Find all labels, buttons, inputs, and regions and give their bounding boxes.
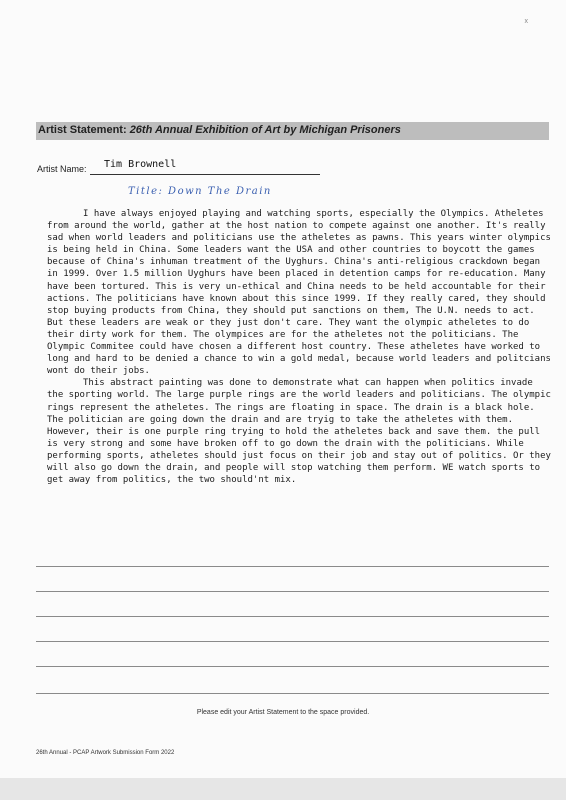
artist-name-label: Artist Name: <box>37 164 87 174</box>
statement-paragraph-2: This abstract painting was done to demonstrate what can happen when politics invade the sporting world. The large purple rings are the world leaders and politicians. The olympic rings represent the atheletes. The rings are floating in space. The drain is a black hole. The politician are going down the drain and are tryig to take the atheletes with them. However, their is one purple ring trying to hold the atheletes back and save them. the pull is very strong and some have broken off to go down the drain with the politicians. While performing sports, atheletes should just focus on their job and stay out of politics. Or they will also go down the drain, and people will stop watching them perform. WE watch sports to get away from politics, the two should'nt mix. <box>47 378 551 486</box>
blank-line <box>36 641 549 642</box>
header-title: 26th Annual Exhibition of Art by Michigan Prisoners <box>129 124 401 136</box>
blank-line <box>36 616 549 617</box>
statement-body <box>47 208 552 486</box>
footer-note: Please edit your Artist Statement to the space provided. <box>196 709 370 716</box>
header-prefix: Artist Statement: <box>38 124 127 136</box>
blank-line <box>36 693 549 694</box>
blank-line <box>36 591 549 592</box>
artist-name-underline <box>90 174 320 175</box>
form-id: 26th Annual - PCAP Artwork Submission Form 2022 <box>36 750 175 756</box>
artist-name-value: Tim Brownell <box>104 159 177 170</box>
handwritten-title: Title: Down The Drain <box>128 186 272 197</box>
statement-paragraph-1: I have always enjoyed playing and watching sports, especially the Olympics. Atheletes from around the world, gather at the host nation to compete against one another. It's really sad when world leaders and politicians use the atheletes as pawns. This years winter olympics is being held in China. Some leaders want the USA and other countries to boycott the games because of China's inhuman treatment of the Uyghurs. China's anti-religious crackdown began in 1999. Over 1.5 million Uyghurs have been placed in detention camps for re-education. Many have been tortured. This is very un-ethical and China needs to be held accountable for their actions. The politicians have known about this since 1999. If they really cared, they should stop buying products from China, they should put sanctions on them, The U.N. needs to act. But these leaders are weak or they just don't care. They want the olympic atheletes to do their dirty work for them. The olympices are for the atheletes not the politicians. The Olympic Commitee could have chosen a different host country. These atheletes have worked to long and hard to be denied a chance to win a gold medal, because world leaders and politcians wont do their jobs. <box>47 209 551 377</box>
blank-line <box>36 666 549 667</box>
statement-header-bar <box>36 122 549 140</box>
blank-line <box>36 566 549 567</box>
scan-edge <box>0 778 566 800</box>
page-mark: x <box>524 18 528 25</box>
statement-header <box>38 124 401 136</box>
